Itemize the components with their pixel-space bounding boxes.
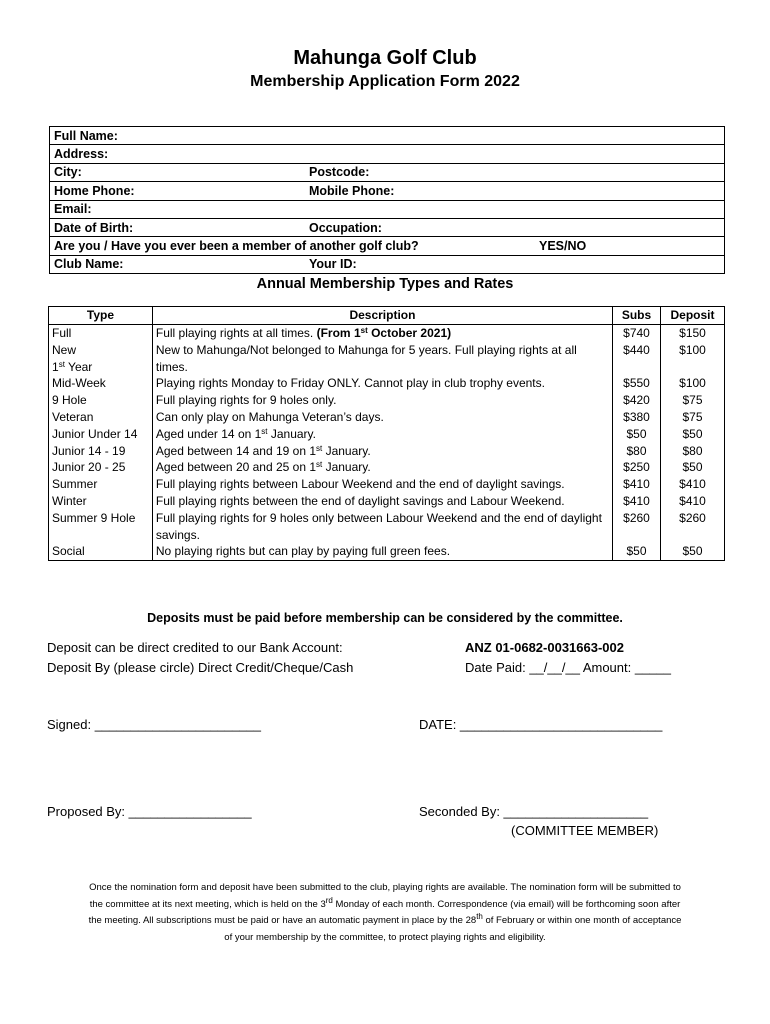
deposit-column-header: Deposit <box>661 307 725 325</box>
date-paid-amount[interactable]: Date Paid: __/__/__ Amount: _____ <box>465 660 671 675</box>
rate-row <box>49 426 725 443</box>
rate-row <box>49 493 725 510</box>
rate-description-cell: Full playing rights at all times. (From 1st October 2021) <box>152 325 612 342</box>
rate-subs-cell: $50 <box>613 426 661 443</box>
rate-row <box>49 459 725 476</box>
rate-subs-cell: $740 <box>613 325 661 342</box>
other-club-question: Are you / Have you ever been a member of another golf club? <box>54 239 419 254</box>
rate-type-cell: Winter <box>49 493 153 510</box>
footer-line-2: the committee at its next meeting, which is held on the 3rd Monday of each month. Correspondence (via email) will be forthcoming soon after <box>89 895 681 910</box>
full-name-label: Full Name: <box>54 128 118 143</box>
your-id-label: Your ID: <box>309 257 357 272</box>
rate-deposit-cell: $100 <box>661 375 725 392</box>
rates-section-title: Annual Membership Types and Rates <box>256 276 514 292</box>
club-name-row[interactable] <box>50 255 725 273</box>
rate-row <box>49 510 725 544</box>
rate-deposit-cell: $80 <box>661 443 725 460</box>
rate-deposit-cell: $75 <box>661 392 725 409</box>
rate-description-cell: Full playing rights between the end of daylight savings and Labour Weekend. <box>152 493 612 510</box>
rate-row <box>49 342 725 376</box>
rate-type-cell: New 1st Year <box>49 342 153 376</box>
rate-deposit-cell: $50 <box>661 543 725 560</box>
phone-row[interactable] <box>50 182 725 200</box>
form-title: Membership Application Form 2022 <box>250 73 520 90</box>
rate-subs-cell: $550 <box>613 375 661 392</box>
city-label: City: <box>54 165 82 180</box>
rate-description-cell: Aged between 20 and 25 on 1st January. <box>152 459 612 476</box>
seconded-by-line[interactable]: Seconded By: ____________________ <box>419 804 649 819</box>
full-name-field[interactable] <box>50 127 725 145</box>
dob-label: Date of Birth: <box>54 220 134 235</box>
rate-description-cell: Aged between 14 and 19 on 1st January. <box>152 443 612 460</box>
club-name-label: Club Name: <box>54 257 124 272</box>
email-label: Email: <box>54 202 92 217</box>
home-phone-label: Home Phone: <box>54 183 135 198</box>
footer-terms <box>40 880 730 946</box>
signed-line[interactable]: Signed: _______________________ <box>47 717 261 732</box>
rate-description-cell: Aged under 14 on 1st January. <box>152 426 612 443</box>
rate-deposit-cell: $100 <box>661 342 725 376</box>
rate-type-cell: Social <box>49 543 153 560</box>
yes-no-option[interactable]: YES/NO <box>539 239 587 254</box>
footer-line-1: Once the nomination form and deposit have been submitted to the club, playing rights are available. The nomination form will be submitted to <box>89 882 681 893</box>
other-club-row[interactable] <box>50 237 725 255</box>
rate-deposit-cell: $260 <box>661 510 725 544</box>
rate-subs-cell: $380 <box>613 409 661 426</box>
dob-occupation-row[interactable] <box>50 218 725 236</box>
footer-line-4: of your membership by the committee, to protect playing rights and eligibility. <box>224 931 546 943</box>
bank-account-label: Deposit can be direct credited to our Bank Account: <box>47 640 343 655</box>
club-name-title: Mahunga Golf Club <box>293 47 477 69</box>
committee-member-caption: (COMMITTEE MEMBER) <box>511 823 659 838</box>
rate-deposit-cell: $410 <box>661 493 725 510</box>
rate-description-cell: Can only play on Mahunga Veteran’s days. <box>152 409 612 426</box>
rate-description-cell: Full playing rights for 9 holes only between Labour Weekend and the end of daylight savings. <box>152 510 612 544</box>
rate-description-cell: Playing rights Monday to Friday ONLY. Cannot play in club trophy events. <box>152 375 612 392</box>
occupation-label: Occupation: <box>309 220 382 235</box>
address-field[interactable] <box>50 145 725 163</box>
type-column-header: Type <box>49 307 153 325</box>
rate-subs-cell: $80 <box>613 443 661 460</box>
deposit-notice: Deposits must be paid before membership can be considered by the committee. <box>147 611 623 625</box>
rate-subs-cell: $50 <box>613 543 661 560</box>
address-label: Address: <box>54 147 109 162</box>
membership-rates-table <box>48 306 725 561</box>
deposit-method: Deposit By (please circle) Direct Credit/Cheque/Cash <box>47 660 354 675</box>
rate-row <box>49 543 725 560</box>
date-line[interactable]: DATE: ____________________________ <box>419 717 663 732</box>
rate-description-cell: No playing rights but can play by paying full green fees. <box>152 543 612 560</box>
rate-type-cell: Junior Under 14 <box>49 426 153 443</box>
rate-description-cell: Full playing rights for 9 holes only. <box>152 392 612 409</box>
rate-type-cell: Junior 14 - 19 <box>49 443 153 460</box>
rate-subs-cell: $250 <box>613 459 661 476</box>
rate-type-cell: Full <box>49 325 153 342</box>
rate-row <box>49 325 725 342</box>
bank-account-number: ANZ 01-0682-0031663-002 <box>465 640 624 655</box>
applicant-details-table <box>49 126 725 274</box>
rate-subs-cell: $420 <box>613 392 661 409</box>
rate-deposit-cell: $50 <box>661 459 725 476</box>
email-field[interactable] <box>50 200 725 218</box>
city-postcode-row[interactable] <box>50 163 725 181</box>
rate-subs-cell: $410 <box>613 493 661 510</box>
rate-row <box>49 443 725 460</box>
rate-type-cell: 9 Hole <box>49 392 153 409</box>
rate-row <box>49 392 725 409</box>
rate-description-cell: New to Mahunga/Not belonged to Mahunga for 5 years. Full playing rights at all times. <box>152 342 612 376</box>
footer-line-3: the meeting. All subscriptions must be paid or have an automatic payment in place by the 28th of February or within one month of acceptance <box>88 912 682 926</box>
mobile-phone-label: Mobile Phone: <box>309 183 395 198</box>
rate-deposit-cell: $75 <box>661 409 725 426</box>
postcode-label: Postcode: <box>309 165 370 180</box>
proposed-by-line[interactable]: Proposed By: _________________ <box>47 804 252 819</box>
rate-type-cell: Summer <box>49 476 153 493</box>
rate-row <box>49 375 725 392</box>
rate-row <box>49 409 725 426</box>
rate-description-cell: Full playing rights between Labour Weekend and the end of daylight savings. <box>152 476 612 493</box>
rate-subs-cell: $440 <box>613 342 661 376</box>
subs-column-header: Subs <box>613 307 661 325</box>
description-column-header: Description <box>152 307 612 325</box>
rate-type-cell: Junior 20 - 25 <box>49 459 153 476</box>
rates-table-body <box>49 325 725 561</box>
rate-deposit-cell: $150 <box>661 325 725 342</box>
rate-subs-cell: $260 <box>613 510 661 544</box>
rate-deposit-cell: $50 <box>661 426 725 443</box>
rate-subs-cell: $410 <box>613 476 661 493</box>
rate-deposit-cell: $410 <box>661 476 725 493</box>
rate-row <box>49 476 725 493</box>
rate-type-cell: Veteran <box>49 409 153 426</box>
rate-type-cell: Summer 9 Hole <box>49 510 153 544</box>
rate-type-cell: Mid-Week <box>49 375 153 392</box>
